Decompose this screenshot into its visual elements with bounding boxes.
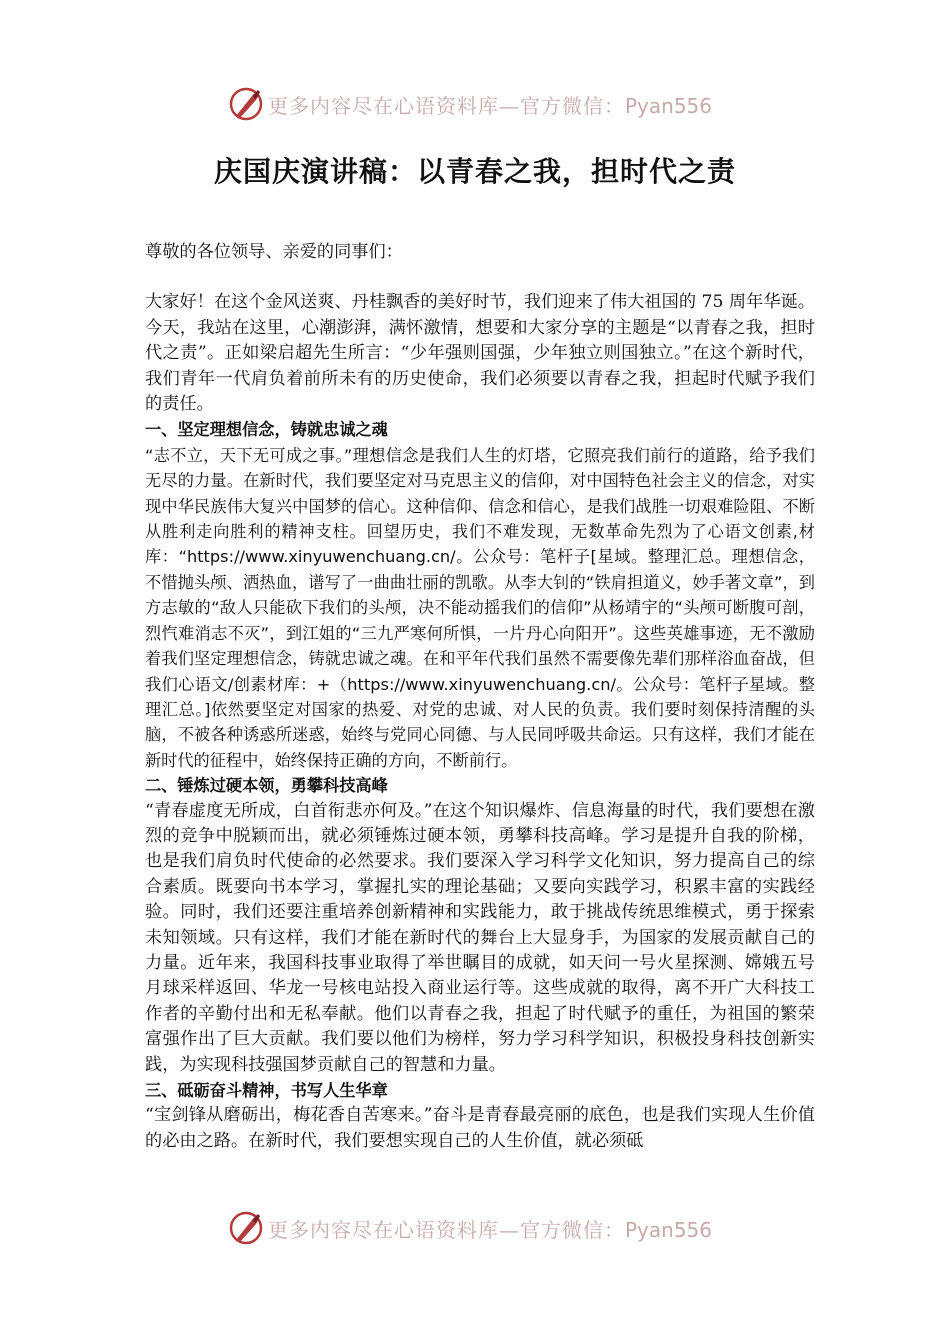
wechat-id: Pyan556 [625,94,713,118]
page-title: 庆国庆演讲稿：以青春之我，担时代之责 [213,155,736,188]
pen-nib-logo-icon [228,86,264,122]
section-1-body: “志不立，天下无可成之事。”理想信念是我们人生的灯塔，它照亮我们前行的道路，给予我们无尽的力量。在新时代，我们要坚定对马克思主义的信仰，对中国特色社会主义的信念，对实现中华民族伟大复兴中国梦的信心。这种信仰、信念和信心，是我们战胜一切艰难险阻、不断从胜利走向胜利的精神支柱。回望历史，我们不难发现，无数革命先烈为了心语文创素,材库：“https://www.xinyuwenchuang.cn/。公众号：笔杆子[星域。整理汇总。理想信念，不惜抛头颅、洒热血，谱写了一曲曲壮丽的凯歌。从李大钊的“铁肩担道义，妙手著文章”，到方志敏的“敌人只能砍下我们的头颅，决不能动摇我们的信仰”从杨靖宇的“头颅可断腹可剖，烈忾难消志不灭”，到江姐的“三九严寒何所惧，一片丹心向阳开”。这些英雄事迹，无不激励着我们坚定理想信念，铸就忠诚之魂。在和平年代我们虽然不需要像先辈们那样浴血奋战，但我们心语文/创素材库：+（https://www.xinyuwenchuang.cn/。公众号：笔杆子星域。整理汇总。]依然要坚定对国家的热爱、对党的忠诚、对人民的负责。我们要时刻保持清醒的头脑，不被各种诱惑所迷惑，始终与党同心同德、与人民同呼吸共命运。只有这样，我们才能在新时代的征程中，始终保持正确的方向，不断前行。 [145,445,815,770]
section-2-body: “青春虚度无所成，白首衔悲亦何及。”在这个知识爆炸、信息海量的时代，我们要想在激烈的竞争中脱颖而出，就必须锤炼过硬本领，勇攀科技高峰。学习是提升自我的阶梯，也是我们肩负时代使命的必然要求。我们要深入学习科学文化知识，努力提高自己的综合素质。既要向书本学习，掌握扎实的理论基础；又要向实践学习，积累丰富的实践经验。同时，我们还要注重培养创新精神和实践能力，敢于挑战传统思维模式，勇于探索未知领域。只有这样，我们才能在新时代的舞台上大显身手，为国家的发展贡献自己的力量。近年来，我国科技事业取得了举世瞩目的成就，如天问一号火星探测、嫦娥五号月球采样返回、华龙一号核电站投入商业运行等。这些成就的取得，离不开广大科技工作者的辛勤付出和无私奉献。他们以青春之我，担起了时代赋予的重任，为祖国的繁荣富强作出了巨大贡献。我们要以他们为榜样，努力学习科学知识，积极投身科技创新实践，为实现科技强国梦贡献自己的智慧和力量。 [145,800,815,1075]
pen-nib-logo-icon [228,1210,264,1246]
greeting: 尊敬的各位领导、亲爱的同事们： [145,242,403,262]
top-watermark-banner [0,84,950,124]
section-3-body: “宝剑锋从磨砺出，梅花香自苦寒来。”奋斗是青春最亮丽的底色，也是我们实现人生价值的必由之路。在新时代，我们要想实现自己的人生价值，就必须砥 [145,1105,815,1151]
section-2-heading: 二、锤炼过硬本领，勇攀科技高峰 [145,776,388,796]
bottom-watermark-banner [0,1208,950,1248]
wechat-id: Pyan556 [625,1218,713,1242]
document-body [145,240,815,1154]
watermark-text: 更多内容尽在心语资料库—官方微信：Pyan556 [268,94,713,118]
section-1-heading: 一、坚定理想信念，铸就忠诚之魂 [145,420,388,440]
watermark-text: 更多内容尽在心语资料库—官方微信：Pyan556 [268,1218,713,1242]
section-3-heading: 三、砥砺奋斗精神，书写人生华章 [145,1081,388,1100]
intro-paragraph: 大家好！在这个金风送爽、丹桂飘香的美好时节，我们迎来了伟大祖国的 75 周年华诞。今天，我站在这里，心潮澎湃，满怀激情，想要和大家分享的主题是“以青春之我，担时代之责”。正如梁启超先生所言：“少年强则国强，少年独立则国独立。”在这个新时代，我们青年一代肩负着前所未有的历史使命，我们必须要以青春之我，担起时代赋予我们的责任。 [145,292,815,415]
